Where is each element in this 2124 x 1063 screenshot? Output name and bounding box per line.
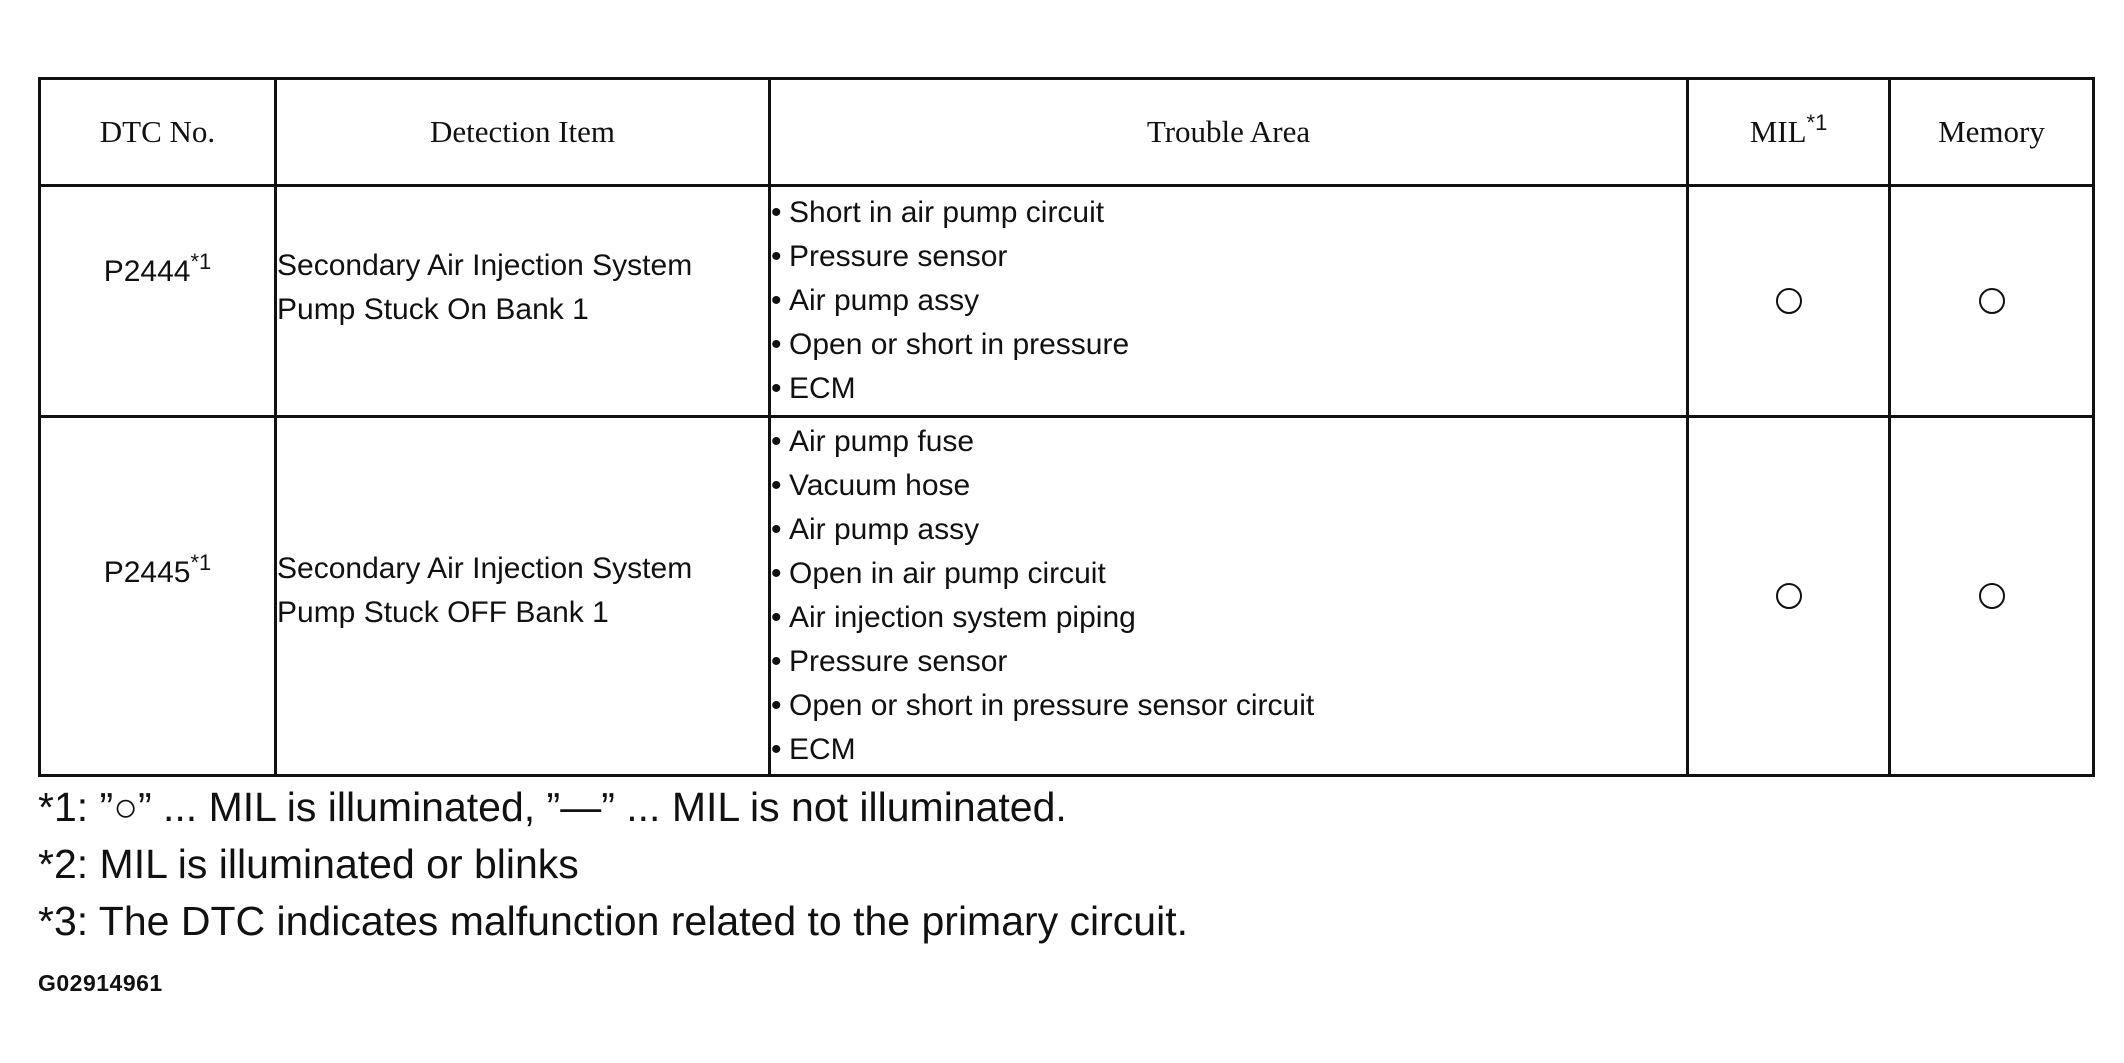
trouble-area-text: ECM xyxy=(789,372,856,405)
list-item xyxy=(771,552,1686,596)
memory-cell xyxy=(1890,186,2094,417)
bullet-icon: • xyxy=(771,425,782,458)
footnotes xyxy=(38,779,1188,950)
header-memory: Memory xyxy=(1890,79,2094,186)
bullet-icon: • xyxy=(771,284,782,317)
figure-id: G02914961 xyxy=(38,970,163,996)
trouble-area-text: ECM xyxy=(789,733,856,766)
detection-item-cell xyxy=(276,417,770,776)
trouble-area-list xyxy=(771,191,1686,411)
list-item xyxy=(771,420,1686,464)
bullet-icon: • xyxy=(771,557,782,590)
footnote: *3: The DTC indicates malfunction related to the primary circuit. xyxy=(38,898,1189,944)
header-trouble-area: Trouble Area xyxy=(770,79,1688,186)
dtc-code-footnote: *1 xyxy=(190,249,212,274)
list-item xyxy=(771,508,1686,552)
trouble-area-text: Air pump assy xyxy=(789,284,980,317)
dtc-code-footnote: *1 xyxy=(190,550,212,575)
circle-icon xyxy=(1979,288,2005,314)
bullet-icon: • xyxy=(771,372,782,405)
detection-item xyxy=(277,187,768,332)
trouble-area-text: Pressure sensor xyxy=(789,240,1008,273)
header-mil xyxy=(1688,79,1890,186)
mil-cell xyxy=(1688,417,1890,776)
trouble-area-text: Air injection system piping xyxy=(789,601,1136,634)
bullet-icon: • xyxy=(771,601,782,634)
trouble-area-text: Air pump fuse xyxy=(789,425,975,458)
bullet-icon: • xyxy=(771,196,782,229)
list-item xyxy=(771,191,1686,235)
table-header-row xyxy=(40,79,2094,186)
dtc-table xyxy=(38,77,2095,777)
list-item xyxy=(771,728,1686,772)
trouble-area-text: Vacuum hose xyxy=(789,469,971,502)
mil-cell xyxy=(1688,186,1890,417)
dtc-code-cell xyxy=(40,417,276,776)
bullet-icon: • xyxy=(771,733,782,766)
header-detection-item: Detection Item xyxy=(276,79,770,186)
table-row xyxy=(40,186,2094,417)
circle-icon xyxy=(1776,288,1802,314)
detection-item-cell xyxy=(276,186,770,417)
footnote: *2: MIL is illuminated or blinks xyxy=(38,841,579,887)
footnote: *1: ”○” ... MIL is illuminated, ”—” ... MIL is not illuminated. xyxy=(38,784,1067,830)
list-item xyxy=(771,323,1686,367)
detection-item-line: Pump Stuck OFF Bank 1 xyxy=(277,596,609,629)
list-item xyxy=(771,235,1686,279)
list-item xyxy=(771,596,1686,640)
detection-item-line: Pump Stuck On Bank 1 xyxy=(277,293,589,326)
list-item xyxy=(771,367,1686,411)
bullet-icon: • xyxy=(771,328,782,361)
memory-cell xyxy=(1890,417,2094,776)
detection-item-line: Secondary Air Injection System xyxy=(277,249,693,282)
detection-item-line: Secondary Air Injection System xyxy=(277,552,693,585)
header-mil-label: MIL xyxy=(1749,114,1807,149)
bullet-icon: • xyxy=(771,689,782,722)
dtc-code xyxy=(104,418,212,590)
dtc-code xyxy=(104,187,212,289)
trouble-area-text: Short in air pump circuit xyxy=(789,196,1105,229)
detection-item xyxy=(277,418,768,635)
table-row xyxy=(40,417,2094,776)
dtc-code-text: P2445 xyxy=(103,556,191,589)
trouble-area-cell xyxy=(770,186,1688,417)
bullet-icon: • xyxy=(771,645,782,678)
header-dtc-no: DTC No. xyxy=(40,79,276,186)
list-item xyxy=(771,640,1686,684)
trouble-area-text: Open or short in pressure xyxy=(789,328,1130,361)
list-item xyxy=(771,279,1686,323)
trouble-area-text: Open in air pump circuit xyxy=(789,557,1106,590)
dtc-code-cell xyxy=(40,186,276,417)
trouble-area-cell xyxy=(770,417,1688,776)
trouble-area-text: Open or short in pressure sensor circuit xyxy=(789,689,1315,722)
header-mil-footnote: *1 xyxy=(1806,110,1828,135)
trouble-area-text: Air pump assy xyxy=(789,513,980,546)
circle-icon xyxy=(1776,583,1802,609)
list-item xyxy=(771,464,1686,508)
bullet-icon: • xyxy=(771,240,782,273)
dtc-code-text: P2444 xyxy=(103,255,191,288)
bullet-icon: • xyxy=(771,469,782,502)
list-item xyxy=(771,684,1686,728)
trouble-area-text: Pressure sensor xyxy=(789,645,1008,678)
bullet-icon: • xyxy=(771,513,782,546)
circle-icon xyxy=(1979,583,2005,609)
trouble-area-list xyxy=(771,420,1686,772)
